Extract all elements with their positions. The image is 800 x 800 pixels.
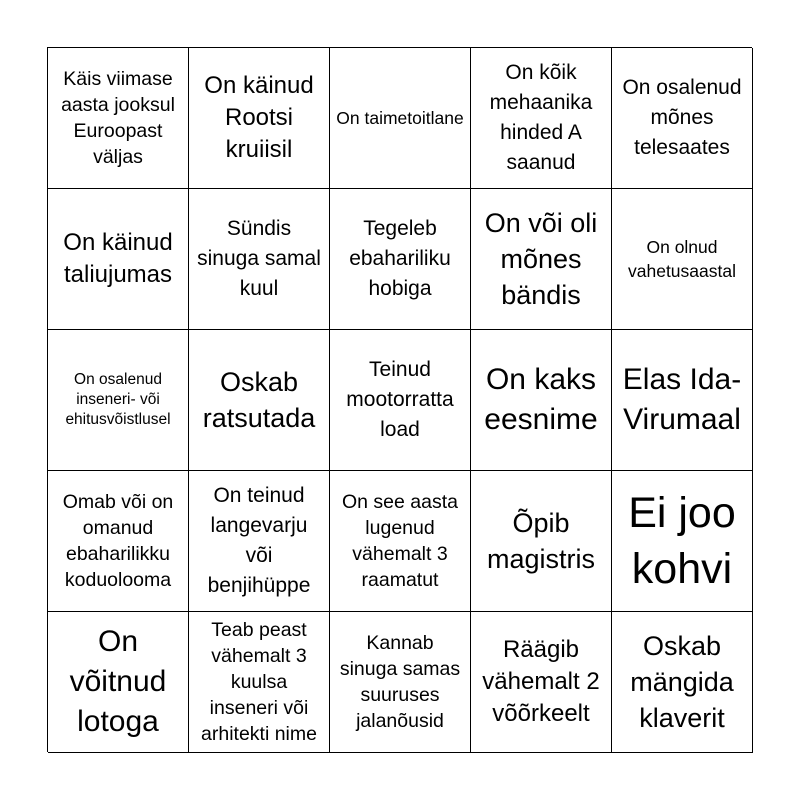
bingo-cell-r5c4[interactable] xyxy=(471,612,612,753)
bingo-cell-r3c2[interactable] xyxy=(189,330,330,471)
bingo-cell-r3c4[interactable] xyxy=(471,330,612,471)
bingo-cell-text: Oskab ratsutada xyxy=(202,367,316,433)
bingo-cell-r2c2[interactable] xyxy=(189,189,330,330)
bingo-cell-r1c2[interactable] xyxy=(189,48,330,189)
bingo-cell-text: Teab peast vähemalt 3 kuulsa inseneri või arhitekti nime xyxy=(201,619,317,745)
bingo-cell-r3c5[interactable] xyxy=(612,330,753,471)
bingo-board xyxy=(47,47,752,752)
bingo-cell-r2c5[interactable] xyxy=(612,189,753,330)
bingo-cell-text: On kaks eesnime xyxy=(484,363,598,436)
bingo-cell-text: Kannab sinuga samas suuruses jalanõusid xyxy=(339,632,461,732)
bingo-cell-text: Omab või on omanud ebaharilikku koduolooma xyxy=(62,491,174,591)
bingo-cell-r1c1[interactable] xyxy=(48,48,189,189)
bingo-cell-r2c4[interactable] xyxy=(471,189,612,330)
bingo-cell-text: On kõik mehaanika hinded A saanud xyxy=(489,61,593,174)
bingo-cell-r3c1[interactable] xyxy=(48,330,189,471)
bingo-cell-r5c2[interactable] xyxy=(189,612,330,753)
bingo-cell-r3c3[interactable] xyxy=(330,330,471,471)
bingo-cell-r4c1[interactable] xyxy=(48,471,189,612)
bingo-cell-r5c1[interactable] xyxy=(48,612,189,753)
bingo-cell-r5c3[interactable] xyxy=(330,612,471,753)
bingo-cell-r1c3[interactable] xyxy=(330,48,471,189)
bingo-cell-text: On või oli mõnes bändis xyxy=(484,208,598,310)
bingo-cell-text: Õpib magistris xyxy=(486,508,595,574)
bingo-cell-text: On teinud langevarju või benjihüppe xyxy=(207,484,311,597)
bingo-cell-r1c4[interactable] xyxy=(471,48,612,189)
bingo-cell-text: On võitnud lotoga xyxy=(69,625,167,738)
bingo-cell-r4c3[interactable] xyxy=(330,471,471,612)
bingo-cell-text: On taimetoitlane xyxy=(336,108,464,128)
bingo-cell-text: On olnud vahetusaastal xyxy=(628,237,736,281)
bingo-cell-text: Ei joo kohvi xyxy=(628,489,736,593)
bingo-cell-r4c5[interactable] xyxy=(612,471,753,612)
bingo-cell-r2c3[interactable] xyxy=(330,189,471,330)
bingo-cell-text: On käinud Rootsi kruiisil xyxy=(204,72,314,163)
bingo-cell-text: Räägib vähemalt 2 võõrkeelt xyxy=(482,636,600,727)
bingo-cell-text: Elas Ida-Virumaal xyxy=(622,363,742,436)
bingo-cell-r2c1[interactable] xyxy=(48,189,189,330)
bingo-cell-text: Tegeleb ebahariliku hobiga xyxy=(349,217,451,300)
bingo-cell-text: On osalenud inseneri- või ehitusvõistlusel xyxy=(65,371,171,428)
bingo-cell-text: On osalenud mõnes telesaates xyxy=(622,76,742,159)
bingo-cell-r5c5[interactable] xyxy=(612,612,753,753)
bingo-cell-text: Sündis sinuga samal kuul xyxy=(197,217,321,300)
bingo-cell-text: Oskab mängida klaverit xyxy=(630,631,734,733)
bingo-cell-r1c5[interactable] xyxy=(612,48,753,189)
bingo-cell-text: Teinud mootorratta load xyxy=(346,358,454,441)
bingo-cell-r4c4[interactable] xyxy=(471,471,612,612)
bingo-cell-text: On käinud taliujumas xyxy=(63,229,173,288)
bingo-cell-text: Käis viimase aasta jooksul Euroopast väljas xyxy=(61,68,175,168)
bingo-cell-text: On see aasta lugenud vähemalt 3 raamatut xyxy=(342,491,458,591)
bingo-cell-r4c2[interactable] xyxy=(189,471,330,612)
